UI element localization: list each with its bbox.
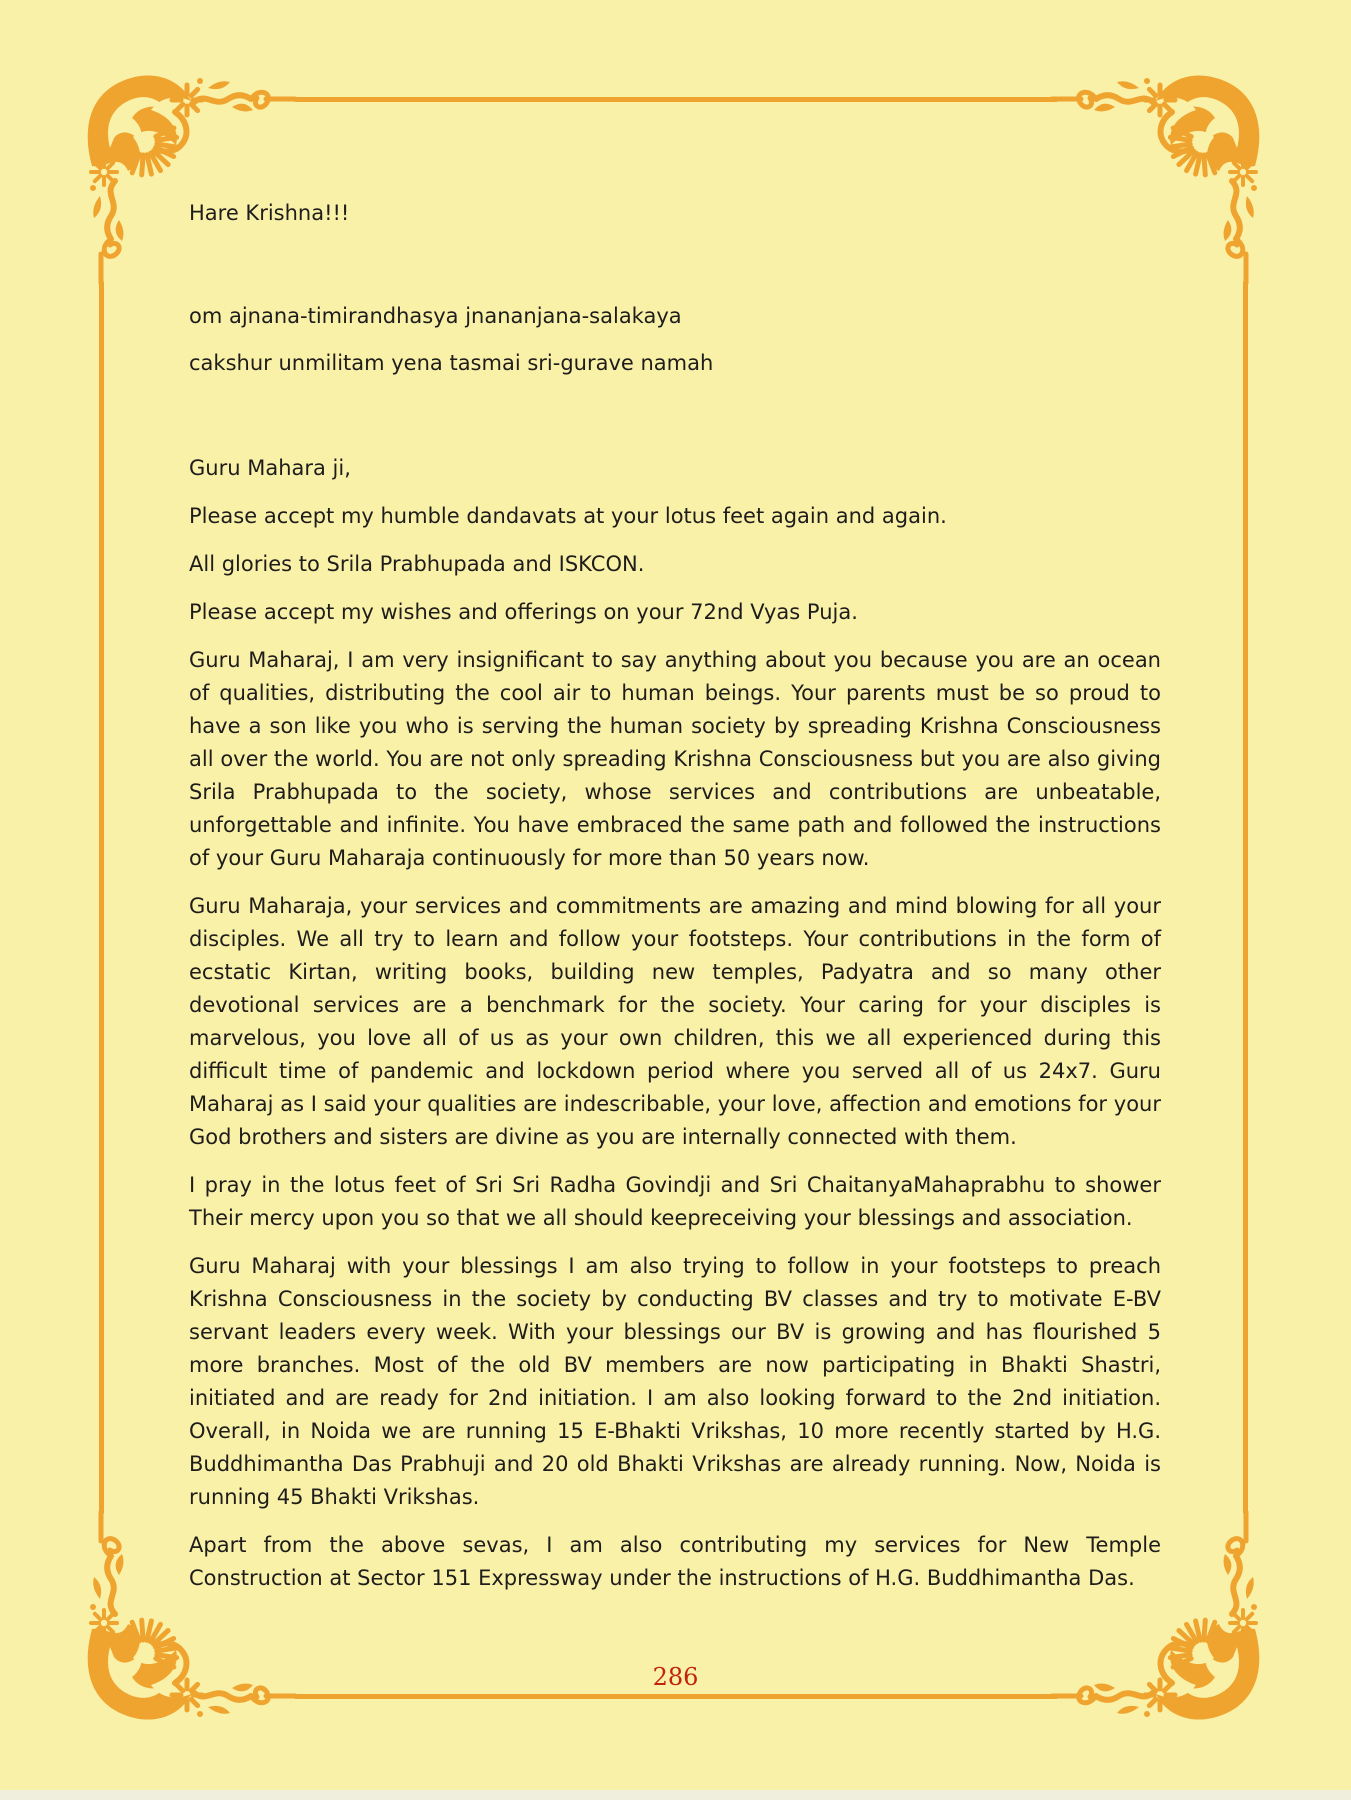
mantra-line-1: om ajnana-timirandhasya jnananjana-salakaya <box>189 304 682 328</box>
page-number: 286 <box>652 1663 699 1691</box>
border-rule-top <box>293 97 1059 102</box>
paragraph-qualities: Guru Maharaj, I am very insignificant to say anything about you because you are an ocean of qualities, distributing the cool air to human beings. Your parents must be so proud to have a son like you who is serving the human society by spreading Krishna Consciousness all over the world. You are not only spreading Krishna Consciousness but you are also giving Srila Prabhupada to the society, whose services and contributions are unbeatable, unforgettable and infinite. You have embraced the same path and followed the instructions of your Guru Maharaja continuously for more than 50 years now. <box>189 648 1161 870</box>
paragraph-temple-seva: Apart from the above sevas, I am also contributing my services for New Temple Construction at Sector 151 Expressway under the instructions of H.G. Buddhimantha Das. <box>189 1533 1161 1590</box>
salutation: Guru Mahara ji, <box>189 456 351 480</box>
border-rule-right <box>1243 280 1248 1515</box>
greeting: Hare Krishna!!! <box>189 201 350 225</box>
line-vyas-puja-wishes: Please accept my wishes and offerings on your 72nd Vyas Puja. <box>189 600 858 624</box>
paragraph-services: Guru Maharaja, your services and commitments are amazing and mind blowing for all your disciples. We all try to learn and follow your footsteps. Your contributions in the form of ecstatic Kirtan, writing books, building new temples, Padyatra and so many other devotional services are a benchmark for the society. Your caring for your disciples is marvelous, you love all of us as your own children, this we all experienced during this difficult time of pandemic and lockdown period where you served all of us 24x7. Guru Maharaj as I said your qualities are indescribable, your love, affection and emotions for your God brothers and sisters are divine as you are internally connected with them. <box>189 894 1161 1149</box>
border-rule-left <box>99 280 104 1515</box>
mantra-line-2: cakshur unmilitam yena tasmai sri-gurave namah <box>189 351 714 375</box>
paragraph-prayer: I pray in the lotus feet of Sri Sri Radha Govindji and Sri ChaitanyaMahaprabhu to shower Their mercy upon you so that we all should keepreceiving your blessings and association. <box>189 1173 1161 1230</box>
offering-letter <box>189 197 1161 1610</box>
paragraph-preaching: Guru Maharaj with your blessings I am also trying to follow in your footsteps to preach Krishna Consciousness in the society by conducting BV classes and try to motivate E-BV servant leaders every week. With your blessings our BV is growing and has flourished 5 more branches. Most of the old BV members are now participating in Bhakti Shastri, initiated and are ready for 2nd initiation. I am also looking forward to the 2nd initiation. Overall, in Noida we are running 15 E-Bhakti Vrikshas, 10 more recently started by H.G. Buddhimantha Das Prabhuji and 20 old Bhakti Vrikshas are already running. Now, Noida is running 45 Bhakti Vrikshas. <box>189 1254 1161 1509</box>
line-all-glories: All glories to Srila Prabhupada and ISKCON. <box>189 552 645 576</box>
scanned-page-edge <box>0 1790 1351 1800</box>
border-rule-bottom <box>293 1694 1059 1699</box>
line-dandavats: Please accept my humble dandavats at your lotus feet again and again. <box>189 504 947 528</box>
